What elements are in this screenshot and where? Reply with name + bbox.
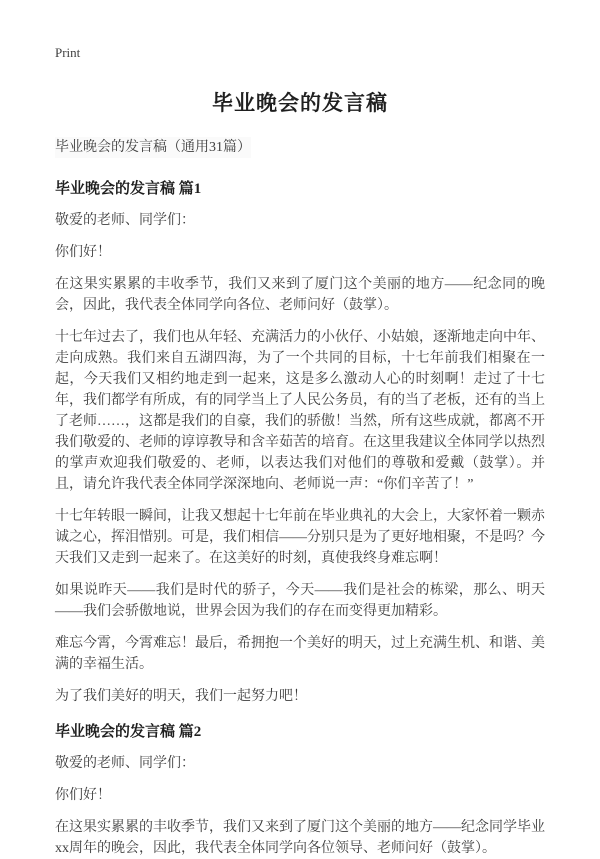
section-2-paragraph-opening: 在这果实累累的丰收季节，我们又来到了厦门这个美丽的地方——纪念同学毕业xx周年的晚会，因此，我代表全体同学向各位领导、老师问好（鼓掌）。 xyxy=(55,820,545,856)
section-2-salutation: 敬爱的老师、同学们： xyxy=(55,756,195,771)
section-1-heading: 毕业晚会的发言稿 篇1 xyxy=(55,181,202,197)
section-1-paragraph-opening: 在这果实累累的丰收季节，我们又来到了厦门这个美丽的地方——纪念同的晚会，因此，我代表全体同学向各位、老师问好（鼓掌）。 xyxy=(55,277,545,313)
subtitle-row xyxy=(55,137,545,164)
section-2-heading: 毕业晚会的发言稿 篇2 xyxy=(55,724,202,740)
section-1-paragraph-reunion: 十七年转眼一瞬间，让我又想起十七年前在毕业典礼的大会上，大家怀着一颗赤诚之心，挥泪惜别。可是，我们相信——分别只是为了更好地相聚，不是吗？今天我们又走到一起来了。在这美好的时刻，真使我终身难忘啊！ xyxy=(55,509,545,566)
section-1-paragraph-unforgettable-night: 难忘今霄，今霄难忘！最后，希拥抱一个美好的明天，过上充满生机、和谐、美满的幸福生活。 xyxy=(55,636,545,672)
print-link[interactable]: Print xyxy=(55,45,81,60)
document-subtitle: 毕业晚会的发言稿（通用31篇） xyxy=(55,137,251,158)
page-title: 毕业晚会的发言稿 xyxy=(212,91,388,115)
section-1-salutation: 敬爱的老师、同学们： xyxy=(55,213,195,228)
section-2-greeting: 你们好！ xyxy=(55,788,111,803)
section-1-greeting: 你们好！ xyxy=(55,245,111,260)
section-1-paragraph-seventeen-years: 十七年过去了，我们也从年轻、充满活力的小伙仔、小姑娘，逐渐地走向中年、走向成熟。我们来自五湖四海，为了一个共同的目标，十七年前我们相聚在一起，今天我们又相约地走到一起来，这是多么激动人心的时刻啊！走过了十七年，我们都学有所成，有的同学当上了人民公务员，有的当了老板，还有的当上了老师……，这都是我们的自豪，我们的骄傲！当然，所有这些成就，都离不开我们敬爱的、老师的谆谆教导和含辛茹苦的培育。在这里我建议全体同学以热烈的掌声欢迎我们敬爱的、老师，以表达我们对他们的尊敬和爱戴（鼓掌）。并且，请允许我代表全体同学深深地向、老师说一声：“你们辛苦了！” xyxy=(55,330,545,492)
section-1-paragraph-closing: 为了我们美好的明天，我们一起努力吧！ xyxy=(55,689,307,704)
section-1-paragraph-yesterday-today: 如果说昨天——我们是时代的骄子，今天——我们是社会的栋梁，那么、明天——我们会骄傲地说，世界会因为我们的存在而变得更加精彩。 xyxy=(55,583,545,619)
